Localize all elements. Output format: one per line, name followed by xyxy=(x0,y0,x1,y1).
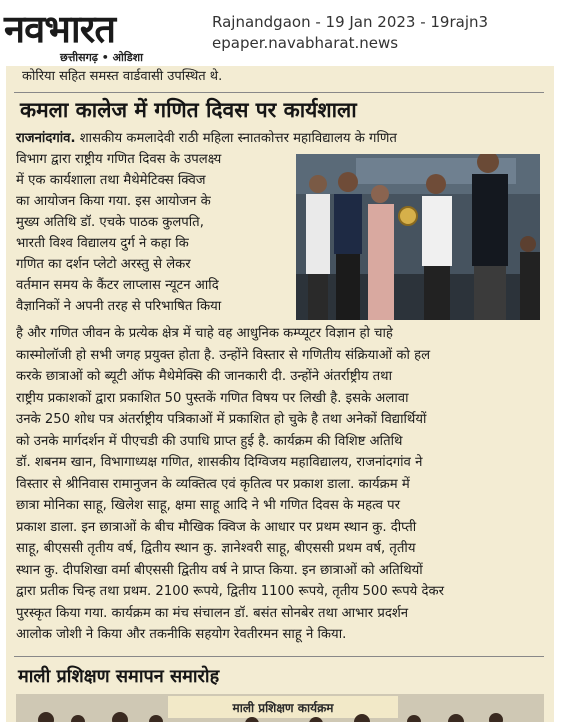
divider xyxy=(14,656,544,657)
text-line: गणित का दर्शन प्लेटो अरस्तु से लेकर xyxy=(16,257,191,272)
article-narrow-column xyxy=(16,149,284,317)
text-line: वर्तमान समय के कैंटर लाप्लास न्यूटन आदि xyxy=(16,278,219,293)
text-line: विभाग द्वारा राष्ट्रीय गणित दिवस के उपलक्ष्य xyxy=(16,152,222,167)
text-line: द्वारा प्रतीक चिन्ह तथा प्रथम. 2100 रूपये, द्वितीय 1100 रूपये, तृतीय 500 रूपये देकर xyxy=(16,584,445,599)
text-line: आलोक जोशी ने किया और तकनीकि सहयोग रेवतीरमन साहू ने किया. xyxy=(16,627,347,642)
news-photo xyxy=(296,154,540,320)
logo-text: नवभारत xyxy=(4,7,115,51)
text-line: कास्मोलॉजी हो सभी जगह प्रयुक्त होता है. उन्होंने विस्तार से गणितीय संक्रियाओं को हल xyxy=(16,347,431,363)
text-line: स्थान कु. दीपशिखा वर्मा बीएससी द्वितीय वर्ष ने प्राप्त किया. इन छात्राओं को अतिथियों xyxy=(16,562,423,578)
photo-illustration xyxy=(296,154,540,320)
edition-line: Rajnandgaon - 19 Jan 2023 - 19rajn3 xyxy=(212,13,489,31)
lead-text: शासकीय कमलादेवी राठी महिला स्नातकोत्तर महाविद्यालय के गणित xyxy=(75,131,397,146)
article-body xyxy=(16,323,548,646)
banner-text: माली प्रशिक्षण कार्यक्रम xyxy=(232,701,334,715)
text-line: साहू, बीएससी तृतीय वर्ष, द्वितीय स्थान कु. ज्ञानेश्वरी साहू, बीएससी प्रथम वर्ष, तृतीय xyxy=(16,541,416,556)
divider xyxy=(14,92,544,93)
text-line: मुख्य अतिथि डॉ. एचके पाठक कुलपति, xyxy=(16,215,204,230)
text-line: पुरस्कृत किया गया. कार्यक्रम का मंच संचालन डॉ. बसंत सोनबेर तथा आभार प्रदर्शन xyxy=(16,605,409,621)
text-line: में एक कार्यशाला तथा मैथेमेटिक्स क्विज xyxy=(16,173,206,188)
text-line: को उनके मार्गदर्शन में पीएचडी की उपाधि प्राप्त हुई है. कार्यक्रम की विशिष्ट अतिथि xyxy=(16,433,403,449)
previous-article-tail: कोरिया सहित समस्त वार्डवासी उपस्थित थे. xyxy=(22,69,223,84)
dateline: राजनांदगांव. xyxy=(16,131,76,146)
text-line: का आयोजन किया गया. इस आयोजन के xyxy=(16,194,211,209)
site-url[interactable]: epaper.navabharat.news xyxy=(212,34,399,52)
text-line: विस्तार से श्रीनिवास रामानुजन के व्यक्तित्व एवं कृतित्व पर प्रकाश डाला. कार्यक्रम में xyxy=(16,476,410,492)
photo-illustration xyxy=(16,694,544,722)
article-headline: कमला कालेज में गणित दिवस पर कार्यशाला xyxy=(20,98,357,122)
text-line: डॉ. शबनम खान, विभागाध्यक्ष गणित, शासकीय दिग्विजय महाविद्यालय, राजनांदगांव ने xyxy=(16,455,423,470)
text-line: प्रकाश डाला. इन छात्राओं के बीच मौखिक क्विज के आधार पर प्रथम स्थान कु. दीप्ती xyxy=(16,519,417,535)
text-line: वैज्ञानिकों ने अपनी तरह से परिभाषित किया xyxy=(16,299,222,314)
masthead xyxy=(0,0,562,66)
edition-info xyxy=(212,12,488,54)
text-line: राष्ट्रीय प्रकाशकों द्वारा प्रकाशित 50 पुस्तकें गणित विषय पर लिखी है. इसके अलावा xyxy=(16,390,409,406)
text-line: उनके 250 शोध पत्र अंतर्राष्ट्रीय पत्रिकाओं में प्रकाशित हो चुके है तथा अनेकों विद्यार्थियों xyxy=(16,412,427,427)
text-line: छात्रा मोनिका साहू, खिलेश साहू, क्षमा साहू आदि ने भी गणित दिवस के महत्व पर xyxy=(16,498,401,513)
text-line: करके छात्राओं को ब्यूटी ऑफ मैथेमेक्सि की जानकारी दी. उन्होंने अंतर्राष्ट्रीय तथा xyxy=(16,369,393,384)
newspaper-page xyxy=(6,66,554,722)
text-line: भारती विश्व विद्यालय दुर्ग ने कहा कि xyxy=(16,236,189,251)
newspaper-logo xyxy=(4,6,196,62)
text-line: है और गणित जीवन के प्रत्येक क्षेत्र में चाहे वह आधुनिक कम्प्यूटर विज्ञान हो चाहे xyxy=(16,326,393,341)
news-photo xyxy=(16,694,544,722)
logo-subtitle: छत्तीसगढ़ • ओडिशा xyxy=(60,51,143,64)
article-headline: माली प्रशिक्षण समापन समारोह xyxy=(18,666,220,687)
article-lead xyxy=(16,128,546,149)
